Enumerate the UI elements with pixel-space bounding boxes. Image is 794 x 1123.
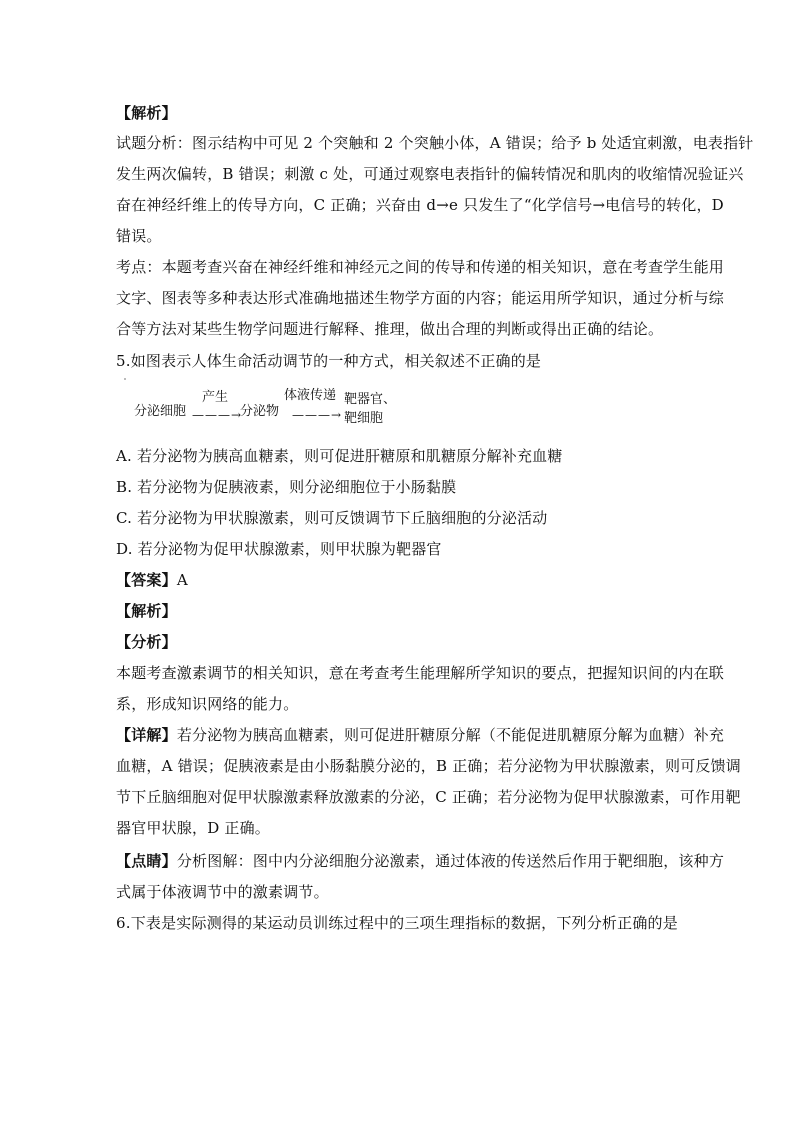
q4-analysis-heading: 【解析】 bbox=[116, 104, 177, 122]
q4-kaodian-line-3: 合等方法对某些生物学问题进行解释、推理，做出合理的判断或得出正确的结论。 bbox=[116, 320, 664, 338]
q5-fenxi-heading: 【分析】 bbox=[116, 633, 177, 651]
dianjing-heading: 【点睛】 bbox=[116, 852, 177, 870]
diagram-node-target-line2: 靶细胞 bbox=[344, 411, 384, 426]
q4-kaodian-line-1: 考点：本题考查兴奋在神经纤维和神经元之间的传导和传递的相关知识，意在考查学生能用 bbox=[116, 258, 725, 276]
diagram-node-secretory-cell: 分泌细胞 bbox=[134, 404, 187, 419]
q5-fenxi-line-1: 本题考查激素调节的相关知识，意在考查考生能理解所学知识的要点，把握知识间的内在联 bbox=[116, 664, 725, 682]
answer-value: A bbox=[176, 571, 188, 589]
diagram-label-produce: 产生 bbox=[202, 390, 229, 405]
q5-stem: 5.如图表示人体生命活动调节的一种方式，相关叙述不正确的是 bbox=[116, 352, 542, 370]
q4-analysis-line-2: 发生两次偏转，B 错误；刺激 c 处，可通过观察电表指针的偏转情况和肌肉的收缩情况验证兴 bbox=[116, 165, 744, 183]
q5-option-d: D. 若分泌物为促甲状腺激素，则甲状腺为靶器官 bbox=[116, 540, 442, 558]
q5-dianjing-line-2: 式属于体液调节中的激素调节。 bbox=[116, 883, 329, 901]
q5-xiangjie-line-1 bbox=[116, 725, 724, 745]
diagram-node-target-line1: 靶器官、 bbox=[344, 392, 397, 407]
diagram-arrow-1: ———→ bbox=[192, 408, 243, 422]
q5-fenxi-line-2: 系，形成知识网络的能力。 bbox=[116, 695, 299, 713]
q6-stem: 6.下表是实际测得的某运动员训练过程中的三项生理指标的数据，下列分析正确的是 bbox=[116, 914, 678, 932]
q5-option-b: B. 若分泌物为促胰液素，则分泌细胞位于小肠黏膜 bbox=[116, 478, 457, 496]
xiangjie-text-1: 若分泌物为胰高血糖素，则可促进肝糖原分解（不能促进肌糖原分解为血糖）补充 bbox=[176, 726, 725, 744]
answer-heading: 【答案】 bbox=[116, 571, 177, 589]
q5-answer bbox=[116, 570, 188, 590]
diagram-label-body-fluid: 体液传递 bbox=[284, 388, 337, 403]
regulation-diagram bbox=[124, 378, 424, 428]
q5-dianjing-line-1 bbox=[116, 851, 724, 871]
q4-analysis-line-4: 错误。 bbox=[116, 227, 162, 245]
diagram-node-secretion: 分泌物 bbox=[240, 404, 280, 419]
xiangjie-heading: 【详解】 bbox=[116, 726, 177, 744]
q5-analysis-heading: 【解析】 bbox=[116, 602, 177, 620]
q4-analysis-line-1: 试题分析：图示结构中可见 2 个突触和 2 个突触小体，A 错误；给予 b 处适宜刺激，电表指针 bbox=[116, 134, 754, 152]
q5-xiangjie-line-4: 器官甲状腺，D 正确。 bbox=[116, 819, 270, 837]
q5-xiangjie-line-2: 血糖，A 错误；促胰液素是由小肠黏膜分泌的，B 正确；若分泌物为甲状腺激素，则可反馈调 bbox=[116, 757, 741, 775]
dianjing-text-1: 分析图解：图中内分泌细胞分泌激素，通过体液的传送然后作用于靶细胞，该种方 bbox=[176, 852, 725, 870]
q5-option-c: C. 若分泌物为甲状腺激素，则可反馈调节下丘脑细胞的分泌活动 bbox=[116, 509, 548, 527]
q4-kaodian-line-2: 文字、图表等多种表达形式准确地描述生物学方面的内容；能运用所学知识，通过分析与综 bbox=[116, 289, 725, 307]
q5-xiangjie-line-3: 节下丘脑细胞对促甲状腺激素释放激素的分泌，C 正确；若分泌物为促甲状腺激素，可作用靶 bbox=[116, 788, 741, 806]
q4-analysis-line-3: 奋在神经纤维上的传导方向，C 正确；兴奋由 d→e 只发生了“化学信号→电信号的转化，D bbox=[116, 196, 724, 214]
q5-option-a: A. 若分泌物为胰高血糖素，则可促进肝糖原和肌糖原分解补充血糖 bbox=[116, 447, 563, 465]
diagram-arrow-2: ———→ bbox=[292, 408, 343, 422]
